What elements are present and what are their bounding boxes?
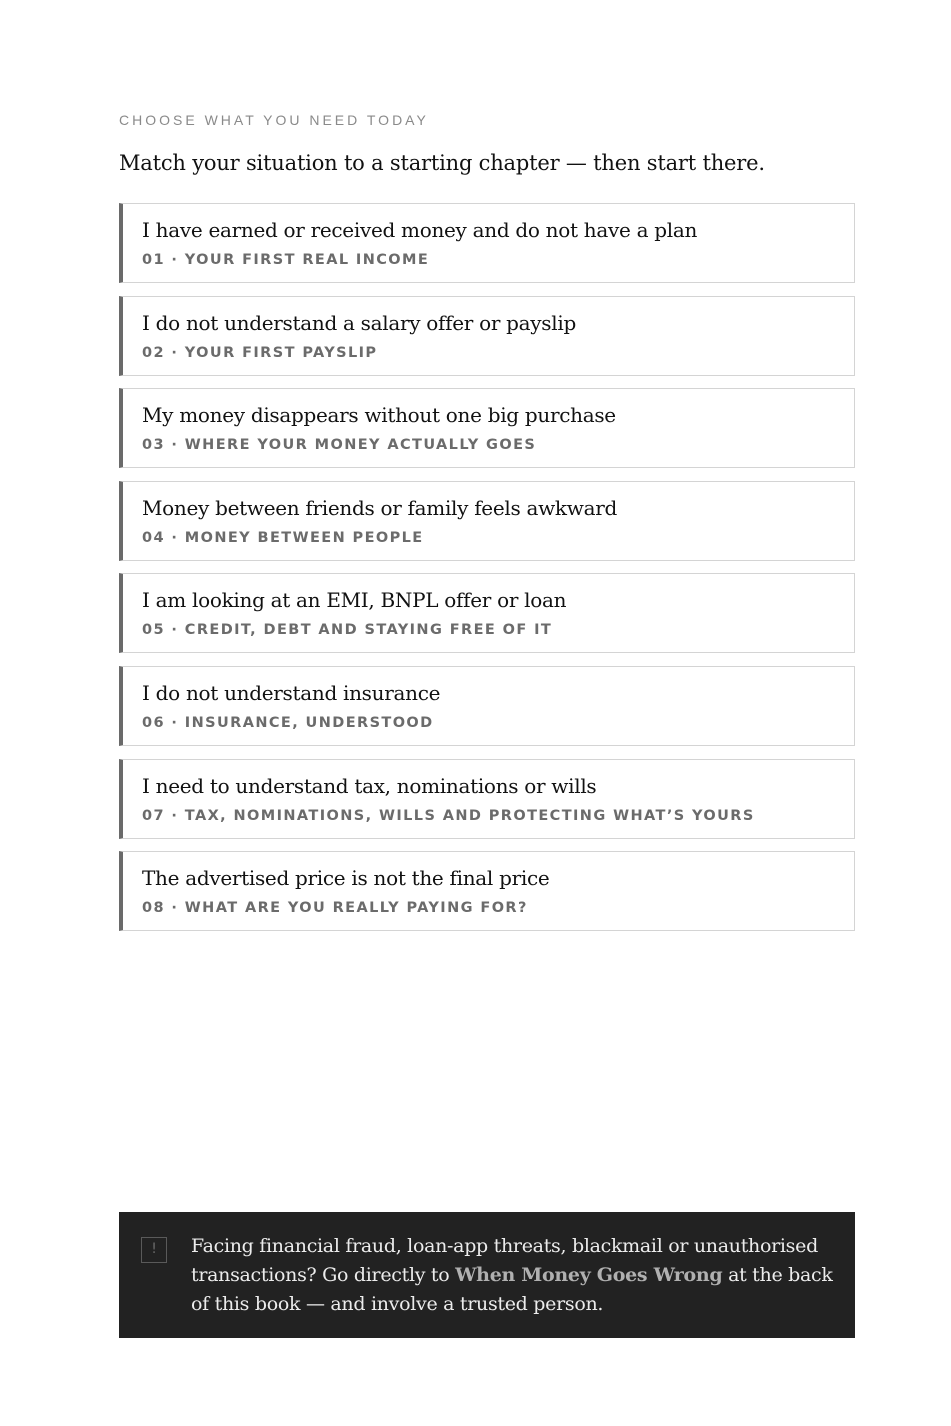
page-lede: Match your situation to a starting chapter — then start there. [119, 151, 765, 175]
notice-text [191, 1232, 841, 1319]
chapter-choice-item[interactable] [119, 203, 855, 283]
eyebrow-label: CHOOSE WHAT YOU NEED TODAY [119, 112, 429, 128]
alert-icon: ! [141, 1237, 167, 1263]
choice-title: I do not understand insurance [142, 680, 441, 705]
chapter-choice-item[interactable] [119, 481, 855, 561]
choice-chapter: 08 · WHAT ARE YOU REALLY PAYING FOR? [142, 900, 528, 917]
choice-title: I have earned or received money and do not have a plan [142, 218, 698, 242]
choice-chapter: 04 · MONEY BETWEEN PEOPLE [142, 529, 424, 546]
choice-title: My money disappears without one big purchase [142, 403, 616, 428]
chapter-choice-item[interactable] [119, 296, 855, 376]
choice-title: Money between friends or family feels awkward [142, 495, 617, 520]
choice-chapter: 06 · INSURANCE, UNDERSTOOD [142, 714, 434, 731]
notice-text-after: at the back of this book — and involve a trusted person. [191, 1264, 833, 1315]
choice-title: I do not understand a salary offer or payslip [142, 310, 576, 335]
choice-chapter: 01 · YOUR FIRST REAL INCOME [142, 252, 430, 268]
chapter-choice-item[interactable] [119, 573, 855, 653]
notice-text-before: Facing financial fraud, loan-app threats, blackmail or unauthorised transactions? Go directly to [191, 1235, 818, 1286]
choice-title: I am looking at an EMI, BNPL offer or loan [142, 588, 567, 613]
chapter-choice-item[interactable] [119, 388, 855, 468]
choice-chapter: 02 · YOUR FIRST PAYSLIP [142, 344, 378, 361]
choice-title: The advertised price is not the final price [142, 866, 550, 891]
chapter-choice-item[interactable] [119, 666, 855, 746]
choice-chapter: 05 · CREDIT, DEBT AND STAYING FREE OF IT [142, 622, 553, 639]
fraud-notice [119, 1212, 855, 1338]
chapter-choice-list [119, 203, 855, 944]
chapter-choice-item[interactable] [119, 851, 855, 931]
chapter-choice-item[interactable] [119, 759, 855, 839]
choice-chapter: 03 · WHERE YOUR MONEY ACTUALLY GOES [142, 437, 537, 454]
choice-title: I need to understand tax, nominations or wills [142, 773, 597, 798]
when-money-goes-wrong-link[interactable]: When Money Goes Wrong [455, 1264, 723, 1286]
choice-chapter: 07 · TAX, NOMINATIONS, WILLS AND PROTECTING WHAT’S YOURS [142, 807, 755, 824]
